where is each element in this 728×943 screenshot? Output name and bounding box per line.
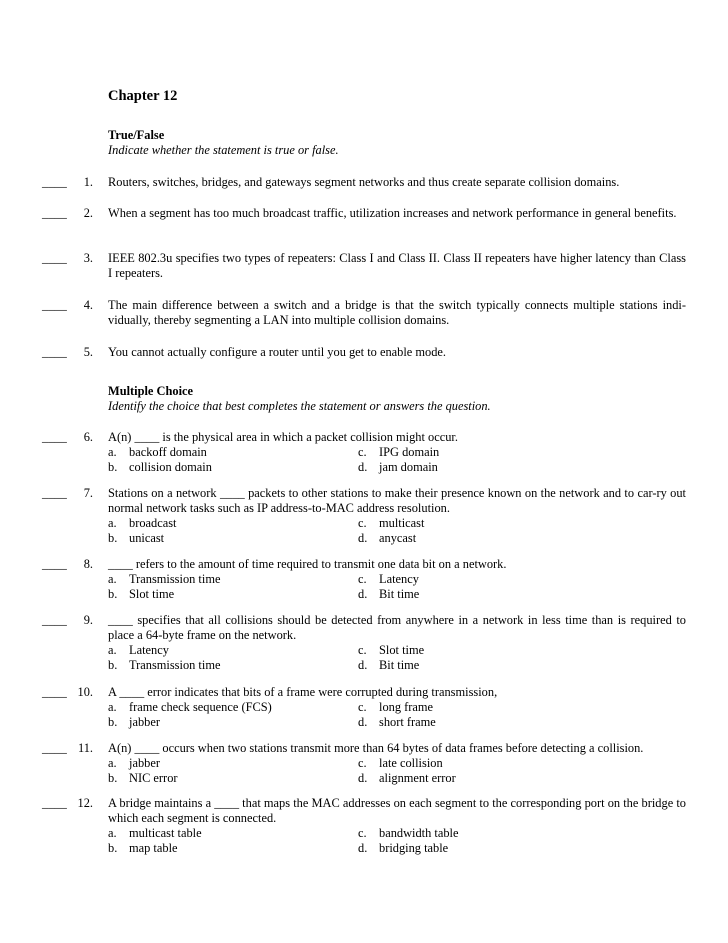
- choice-c: c. multicast: [358, 516, 425, 530]
- choice-d: d. anycast: [358, 531, 417, 545]
- choice-d: d. Bit time: [358, 587, 420, 601]
- answer-blank: ____: [42, 430, 67, 444]
- choice-d: d. short frame: [358, 715, 436, 729]
- question-text: ____ specifies that all collisions should be detected from anywhere in a network in less time than is required to place a 64-byte frame on the network.: [108, 613, 686, 642]
- choice-d: d. Bit time: [358, 658, 420, 672]
- answer-blank: ____: [42, 251, 67, 265]
- choice-d: d. jam domain: [358, 460, 438, 474]
- question-number: 6.: [83, 430, 93, 444]
- question-number: 5.: [83, 345, 93, 359]
- choice-a: a. frame check sequence (FCS): [108, 700, 272, 714]
- answer-blank: ____: [42, 206, 67, 220]
- question-text: Routers, switches, bridges, and gateways segment networks and thus create separate collision domains.: [108, 175, 620, 189]
- choice-a: a. broadcast: [108, 516, 177, 530]
- question-number: 4.: [83, 298, 93, 312]
- answer-blank: ____: [42, 613, 67, 627]
- choice-a: a. jabber: [108, 756, 160, 770]
- answer-blank: ____: [42, 685, 67, 699]
- choice-a: a. backoff domain: [108, 445, 207, 459]
- tf-instructions: Indicate whether the statement is true or false.: [108, 143, 339, 157]
- answer-blank: ____: [42, 796, 67, 810]
- answer-blank: ____: [42, 345, 67, 359]
- choice-c: c. long frame: [358, 700, 434, 714]
- question-number: 3.: [83, 251, 93, 265]
- mc-heading: Multiple Choice: [108, 384, 194, 398]
- choice-c: c. IPG domain: [358, 445, 440, 459]
- choice-b: b. map table: [108, 841, 178, 855]
- choice-b: b. Transmission time: [108, 658, 221, 672]
- choice-b: b. unicast: [108, 531, 165, 545]
- question-text: A bridge maintains a ____ that maps the MAC addresses on each segment to the corresponding port on the bridge to which each segment is connected.: [108, 796, 686, 825]
- question-number: 2.: [83, 206, 93, 220]
- question-text: Stations on a network ____ packets to other stations to make their presence known on the network and to car-ry out normal network tasks such as IP address-to-MAC address resolution.: [108, 486, 686, 515]
- chapter-title: Chapter 12: [108, 88, 178, 104]
- question-number: 11.: [77, 741, 93, 755]
- question-text: A(n) ____ occurs when two stations transmit more than 64 bytes of data frames before detecting a collision.: [108, 741, 644, 755]
- tf-section-header: [108, 128, 339, 158]
- choice-list: [108, 445, 686, 475]
- question-text: A ____ error indicates that bits of a frame were corrupted during transmission,: [108, 685, 498, 699]
- choice-c: c. Latency: [358, 572, 419, 586]
- question-number: 10.: [77, 685, 93, 699]
- choice-a: a. multicast table: [108, 826, 202, 840]
- question-number: 1.: [83, 175, 93, 189]
- choice-list: [108, 516, 686, 546]
- question-text: ____ refers to the amount of time required to transmit one data bit on a network.: [108, 557, 507, 571]
- choice-list: [108, 826, 686, 856]
- question-text: You cannot actually configure a router until you get to enable mode.: [108, 345, 447, 359]
- answer-blank: ____: [42, 557, 67, 571]
- choice-b: b. collision domain: [108, 460, 212, 474]
- tf-heading: True/False: [108, 128, 165, 142]
- question-text: A(n) ____ is the physical area in which a packet collision might occur.: [108, 430, 458, 444]
- question-number: 7.: [83, 486, 93, 500]
- choice-c: c. late collision: [358, 756, 443, 770]
- mc-section-header: [108, 384, 491, 414]
- question-text: The main difference between a switch and a bridge is that the switch typically connects multiple stations indi-vidually, thereby segmenting a LAN into multiple collision domains.: [108, 298, 686, 327]
- question-number: 12.: [77, 796, 93, 810]
- choice-a: a. Latency: [108, 643, 169, 657]
- question-number: 8.: [83, 557, 93, 571]
- answer-blank: ____: [42, 486, 67, 500]
- choice-a: a. Transmission time: [108, 572, 221, 586]
- question-text: When a segment has too much broadcast traffic, utilization increases and network performance in general benefits.: [108, 206, 677, 220]
- choice-b: b. jabber: [108, 715, 160, 729]
- choice-b: b. Slot time: [108, 587, 175, 601]
- choice-d: d. bridging table: [358, 841, 449, 855]
- choice-list: [108, 700, 686, 730]
- choice-c: c. bandwidth table: [358, 826, 459, 840]
- mc-instructions: Identify the choice that best completes the statement or answers the question.: [108, 399, 491, 413]
- choice-c: c. Slot time: [358, 643, 425, 657]
- answer-blank: ____: [42, 298, 67, 312]
- choice-list: [108, 572, 686, 602]
- choice-d: d. alignment error: [358, 771, 456, 785]
- question-number: 9.: [83, 613, 93, 627]
- choice-list: [108, 643, 686, 673]
- choice-list: [108, 756, 686, 786]
- choice-b: b. NIC error: [108, 771, 178, 785]
- answer-blank: ____: [42, 741, 67, 755]
- question-text: IEEE 802.3u specifies two types of repeaters: Class I and Class II. Class II repeaters have higher latency than Class I repeaters.: [108, 251, 686, 280]
- answer-blank: ____: [42, 175, 67, 189]
